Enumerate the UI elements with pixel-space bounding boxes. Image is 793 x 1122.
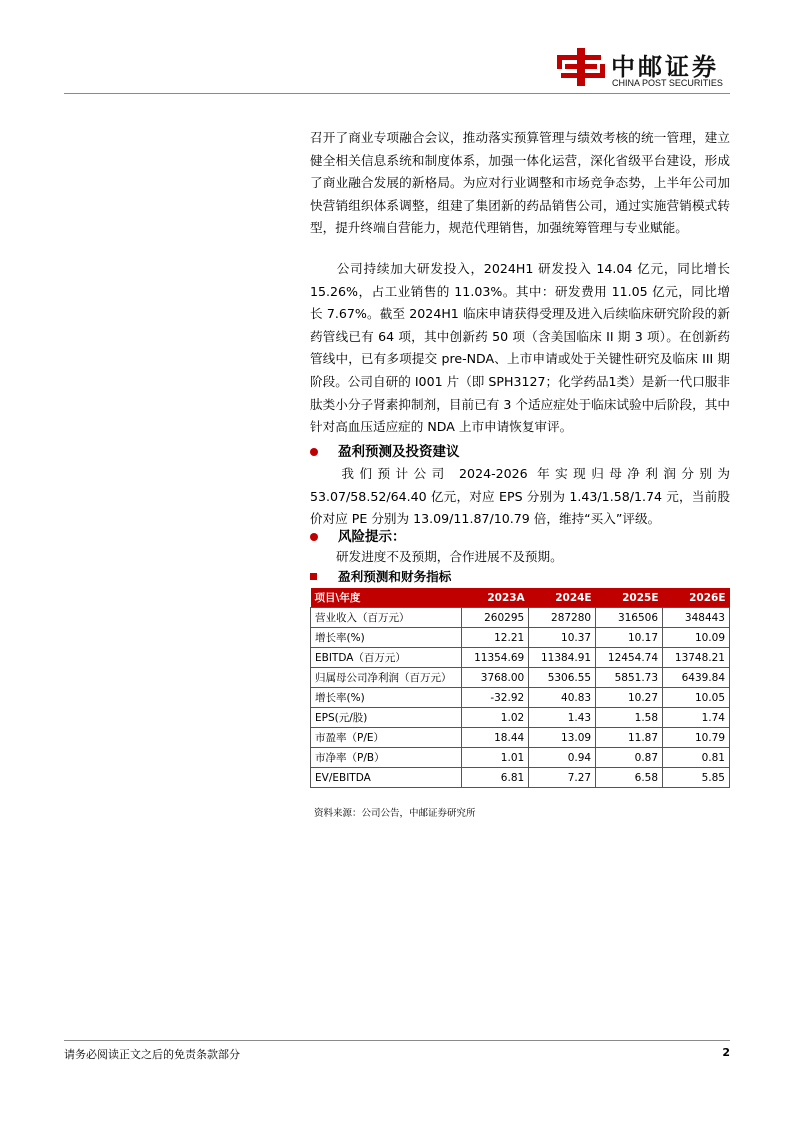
square-bullet-icon [310, 573, 317, 580]
table-source-note: 资料来源：公司公告，中邮证券研究所 [314, 808, 476, 819]
table-cell: 13748.21 [663, 648, 730, 668]
table-row [311, 728, 730, 748]
footer-disclaimer: 请务必阅读正文之后的免责条款部分 [64, 1048, 240, 1061]
table-cell: 11384.91 [529, 648, 596, 668]
table-cell: 10.17 [596, 628, 663, 648]
china-post-logo-icon [557, 47, 605, 87]
table-cell: 12.21 [462, 628, 529, 648]
table-cell: 0.94 [529, 748, 596, 768]
risk-paragraph-text: 研发进度不及预期，合作进展不及预期。 [336, 549, 563, 564]
table-cell: 0.87 [596, 748, 663, 768]
table-cell: 10.09 [663, 628, 730, 648]
table-row [311, 688, 730, 708]
table-row [311, 708, 730, 728]
table-header-cell: 2023A [462, 588, 529, 608]
table-row [311, 748, 730, 768]
table-cell: 1.02 [462, 708, 529, 728]
footer-divider [64, 1040, 730, 1041]
table-cell: 归属母公司净利润（百万元） [311, 668, 462, 688]
table-cell: 11354.69 [462, 648, 529, 668]
bullet-icon [310, 448, 318, 456]
table-cell: 6439.84 [663, 668, 730, 688]
table-cell: 348443 [663, 608, 730, 628]
bullet-icon [310, 533, 318, 541]
table-cell: 1.58 [596, 708, 663, 728]
section-heading-risk-text: 风险提示： [338, 529, 406, 545]
forecast-paragraph-text: 我们预计公司 2024-2026 年实现归母净利润分别为 53.07/58.52/64.40 亿元，对应 EPS 分别为 1.43/1.58/1.74 元，当前股价对应 PE 分别为 13.09/11.87/10.79 倍，维持“买入”评级。 [310, 466, 730, 527]
forecast-paragraph [310, 463, 730, 531]
table-cell: 18.44 [462, 728, 529, 748]
body-paragraph-1: 召开了商业专项融合会议，推动落实预算管理与绩效考核的统一管理，建立健全相关信息系统和制度体系，加强一体化运营，深化省级平台建设，形成了商业融合发展的新格局。为应对行业调整和市场竞争态势，上半年公司加快营销组织体系调整，组建了集团新的药品销售公司，通过实施营销模式转型，提升终端自营能力，规范代理销售，加强统筹管理与专业赋能。 [310, 130, 730, 236]
body-paragraph-2 [310, 258, 730, 439]
table-cell: 12454.74 [596, 648, 663, 668]
table-cell: 1.01 [462, 748, 529, 768]
table-row [311, 668, 730, 688]
table-cell: 287280 [529, 608, 596, 628]
table-cell: 11.87 [596, 728, 663, 748]
table-row [311, 628, 730, 648]
logo-english-name: CHINA POST SECURITIES [612, 78, 723, 88]
table-cell: 5851.73 [596, 668, 663, 688]
table-cell: 5.85 [663, 768, 730, 788]
table-row [311, 648, 730, 668]
table-cell: 40.83 [529, 688, 596, 708]
table-cell: 10.27 [596, 688, 663, 708]
table-cell: 6.58 [596, 768, 663, 788]
table-cell: 6.81 [462, 768, 529, 788]
table-cell: 市盈率（P/E） [311, 728, 462, 748]
table-cell: EPS(元/股) [311, 708, 462, 728]
table-header-cell: 项目\年度 [311, 588, 462, 608]
financial-forecast-table [310, 588, 730, 788]
body-paragraph-2-text: 公司持续加大研发投入，2024H1 研发投入 14.04 亿元，同比增长 15.26%，占工业销售的 11.03%。其中：研发费用 11.05 亿元，同比增长 7.67%。截至 2024H1 临床申请获得受理及进入后续临床研究阶段的新药管线已有 64 项，其中创新药 50 项（含美国临床 II 期 3 项）。在创新药管线中，已有多项提交 pre-NDA、上市申请或处于关键性研究及临床 III 期阶段。公司自研的 I001 片（即 SPH3127；化学药品1类）是新一代口服非肽类小分子肾素抑制剂，目前已有 3 个适应症处于临床试验中后阶段，其中针对高血压适应症的 NDA 上市申请恢复审评。 [310, 261, 730, 435]
table-cell: 13.09 [529, 728, 596, 748]
table-cell: 市净率（P/B） [311, 748, 462, 768]
table-header-cell: 2024E [529, 588, 596, 608]
table-row [311, 768, 730, 788]
table-cell: 营业收入（百万元） [311, 608, 462, 628]
table-header-cell: 2026E [663, 588, 730, 608]
header-divider [64, 93, 730, 94]
table-header-cell: 2025E [596, 588, 663, 608]
table-title-text: 盈利预测和财务指标 [338, 569, 452, 584]
logo-chinese-name: 中邮证券 [611, 53, 719, 81]
table-cell: 1.43 [529, 708, 596, 728]
table-cell: 5306.55 [529, 668, 596, 688]
table-cell: 3768.00 [462, 668, 529, 688]
table-cell: 316506 [596, 608, 663, 628]
table-cell: 10.37 [529, 628, 596, 648]
page-number: 2 [722, 1046, 730, 1059]
brand-logo [557, 47, 737, 91]
table-cell: 260295 [462, 608, 529, 628]
table-cell: 0.81 [663, 748, 730, 768]
table-cell: 10.79 [663, 728, 730, 748]
table-header-row [311, 588, 730, 608]
table-cell: 10.05 [663, 688, 730, 708]
risk-paragraph [310, 546, 730, 569]
table-cell: 7.27 [529, 768, 596, 788]
table-cell: EV/EBITDA [311, 768, 462, 788]
table-cell: EBITDA（百万元） [311, 648, 462, 668]
table-cell: 1.74 [663, 708, 730, 728]
table-cell: -32.92 [462, 688, 529, 708]
table-row [311, 608, 730, 628]
table-cell: 增长率(%) [311, 628, 462, 648]
table-cell: 增长率(%) [311, 688, 462, 708]
section-heading-forecast-text: 盈利预测及投资建议 [338, 444, 460, 460]
